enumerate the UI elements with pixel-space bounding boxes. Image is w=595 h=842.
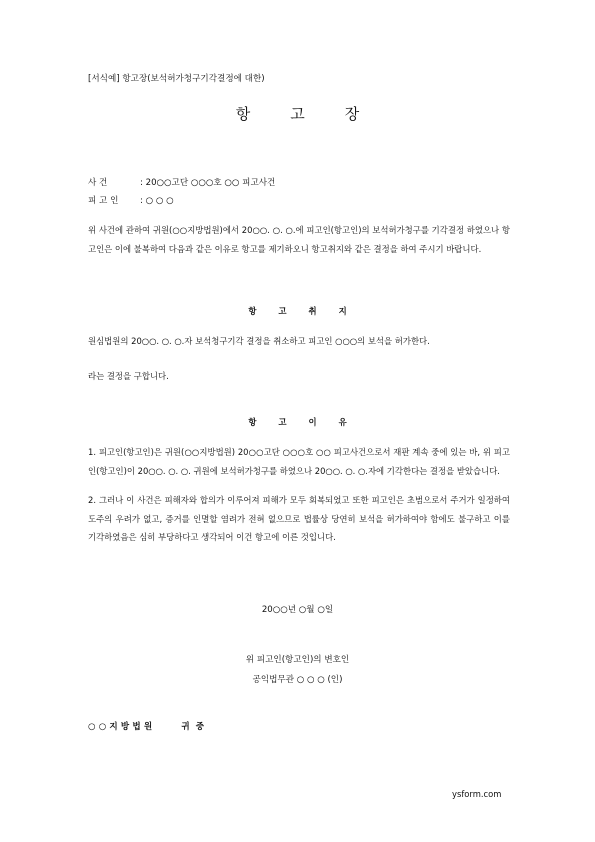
signer-role: 위 피고인(항고인)의 변호인	[245, 655, 350, 665]
addressee-suffix: 귀중	[181, 722, 211, 732]
purpose-closing: 라는 결정을 구합니다.	[88, 371, 169, 381]
defendant-label: 피 고 인	[88, 196, 119, 206]
reason-item-2: 2. 그러나 이 사건은 피해자와 합의가 이루어져 피해가 모두 회복되었고 또한 피고인은 초범으로서 주거가 일정하여 도주의 우려가 없고, 증거를 인멸할 염려가 전혀 없으므로 법률상 당연히 보석을 허가하여야 함에도 불구하고 이를 기각하였음은 심히 부당하다고 생각되어 이건 항고에 이른 것입니다.	[88, 495, 510, 542]
case-value: : 20○○고단 ○○○호 ○○ 피고사건	[140, 178, 276, 188]
purpose-text: 원심법원의 20○○. ○. ○.자 보석청구기각 결정을 취소하고 피고인 ○○○의 보석을 허가한다.	[88, 336, 430, 346]
page-title: 항고장	[235, 105, 400, 123]
reasons-heading: 항고이유	[248, 417, 369, 427]
case-row	[88, 176, 275, 188]
signer-name: 공익법무관 ○ ○ ○ (인)	[252, 675, 343, 685]
purpose-heading: 항고취지	[248, 306, 369, 316]
intro-paragraph: 위 사건에 관하여 귀원(○○지방법원)에서 20○○. ○. ○.에 피고인(항고인)의 보석허가청구를 기각결정 하였으나 항고인은 이에 불복하여 다음과 같은 이유로 항고를 제기하오니 항고취지와 같은 결정을 하여 주시기 바랍니다.	[88, 225, 510, 254]
document-date: 20○○년 ○월 ○일	[261, 605, 334, 615]
defendant-value: : ○ ○ ○	[140, 196, 174, 206]
footer-site: ysform.com	[452, 789, 502, 799]
defendant-row	[88, 194, 174, 206]
addressee	[88, 720, 210, 732]
form-label: [서식예] 항고장(보석허가청구기각결정에 대한)	[88, 74, 265, 84]
case-label: 사 건	[88, 178, 108, 188]
addressee-court: ○○지방법원	[88, 722, 156, 732]
reason-item-1: 1. 피고인(항고인)은 귀원(○○지방법원) 20○○고단 ○○○호 ○○ 피고사건으로서 재판 계속 중에 있는 바, 위 피고인(항고인)이 20○○. ○. ○. 귀원에 보석허가청구를 하였으나 20○○. ○. ○.자에 기각한다는 결정을 받았습니다.	[88, 447, 510, 476]
